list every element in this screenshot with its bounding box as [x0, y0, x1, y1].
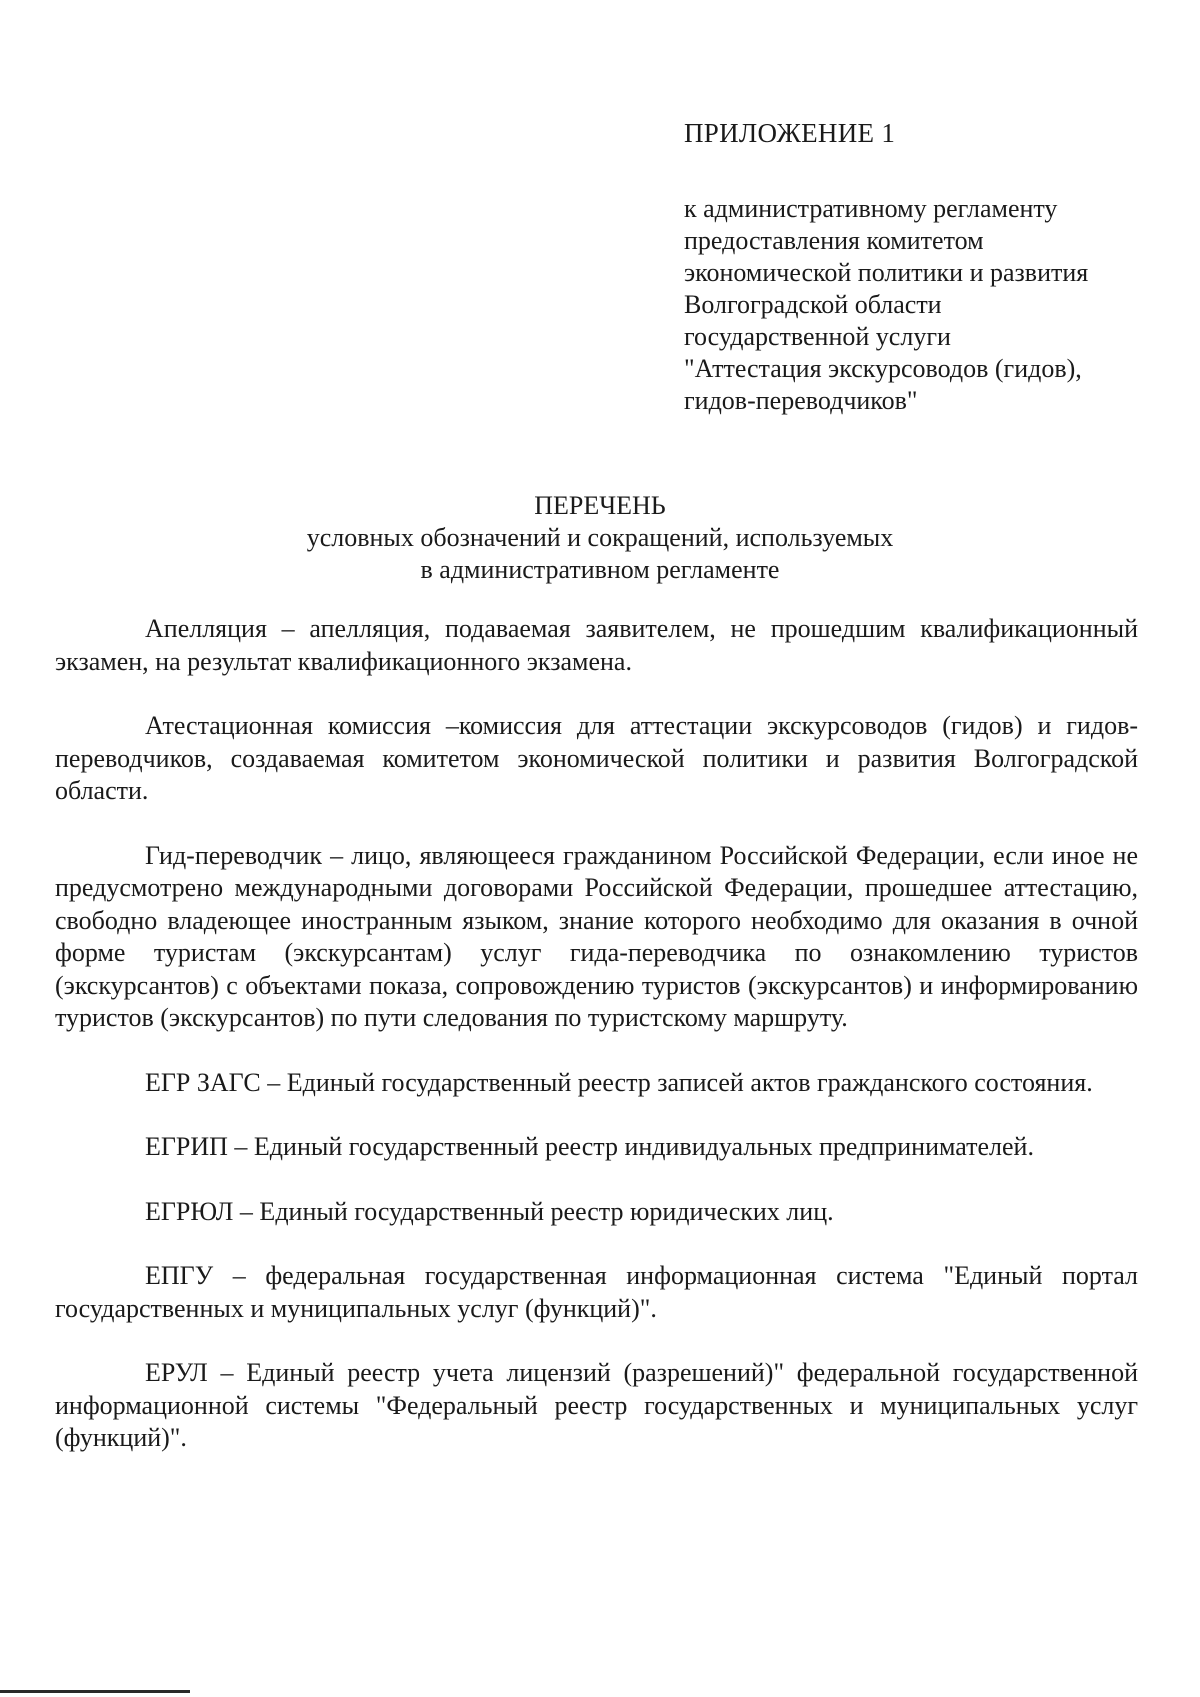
- list-heading: ПЕРЕЧЕНЬ: [534, 491, 666, 520]
- entry-erul: ЕРУЛ – Единый реестр учета лицензий (разрешений)" федеральной государственной информационной системы "Федеральный реестр государственных и муниципальных услуг (функций)".: [55, 1358, 1138, 1452]
- appendix-subtitle: [684, 193, 1154, 417]
- appendix-subtitle-line: Волгоградской области: [684, 290, 942, 319]
- entry-guide-interpreter: Гид-переводчик – лицо, являющееся гражданином Российской Федерации, если иное не предусмотрено международными договорами Российской Федерации, прошедшее аттестацию, свободно владеющее иностранным языком, знание которого необходимо для оказания в очной форме туристам (экскурсантам) услуг гида-переводчика по ознакомлению туристов (экскурсантов) с объектами показа, сопровождению туристов (экскурсантов) и информированию туристов (экскурсантов) по пути следования по туристскому маршруту.: [55, 840, 1138, 1032]
- entry-attestation-commission: Атестационная комиссия –комиссия для аттестации экскурсоводов (гидов) и гидов-переводчиков, создаваемая комитетом экономической политики и развития Волгоградской области.: [55, 711, 1138, 805]
- appendix-subtitle-line: гидов-переводчиков": [684, 386, 918, 415]
- list-subheading-line: в административном регламенте: [420, 555, 780, 584]
- abbreviation-list: [55, 613, 1138, 1455]
- entry-egr-zags: ЕГР ЗАГС – Единый государственный реестр записей актов гражданского состояния.: [145, 1067, 1093, 1097]
- bottom-rule: [0, 1690, 190, 1693]
- entry-epgu: ЕПГУ – федеральная государственная информационная система "Единый портал государственных и муниципальных услуг (функций)".: [55, 1261, 1138, 1323]
- entry-egrip: ЕГРИП – Единый государственный реестр индивидуальных предпринимателей.: [145, 1132, 1034, 1161]
- list-title: [0, 490, 1200, 586]
- entry-appeal: Апелляция – апелляция, подаваемая заявителем, не прошедшим квалификационный экзамен, на результат квалификационного экзамена.: [55, 614, 1138, 676]
- list-subheading-line: условных обозначений и сокращений, используемых: [306, 523, 894, 552]
- appendix-subtitle-line: предоставления комитетом: [684, 226, 984, 255]
- entry-egrul: ЕГРЮЛ – Единый государственный реестр юридических лиц.: [145, 1196, 834, 1226]
- appendix-subtitle-line: "Аттестация экскурсоводов (гидов),: [684, 354, 1082, 383]
- appendix-subtitle-line: к административному регламенту: [684, 194, 1058, 223]
- appendix-title: ПРИЛОЖЕНИЕ 1: [684, 118, 896, 148]
- appendix-subtitle-line: экономической политики и развития: [684, 258, 1089, 287]
- appendix-subtitle-line: государственной услуги: [684, 322, 951, 351]
